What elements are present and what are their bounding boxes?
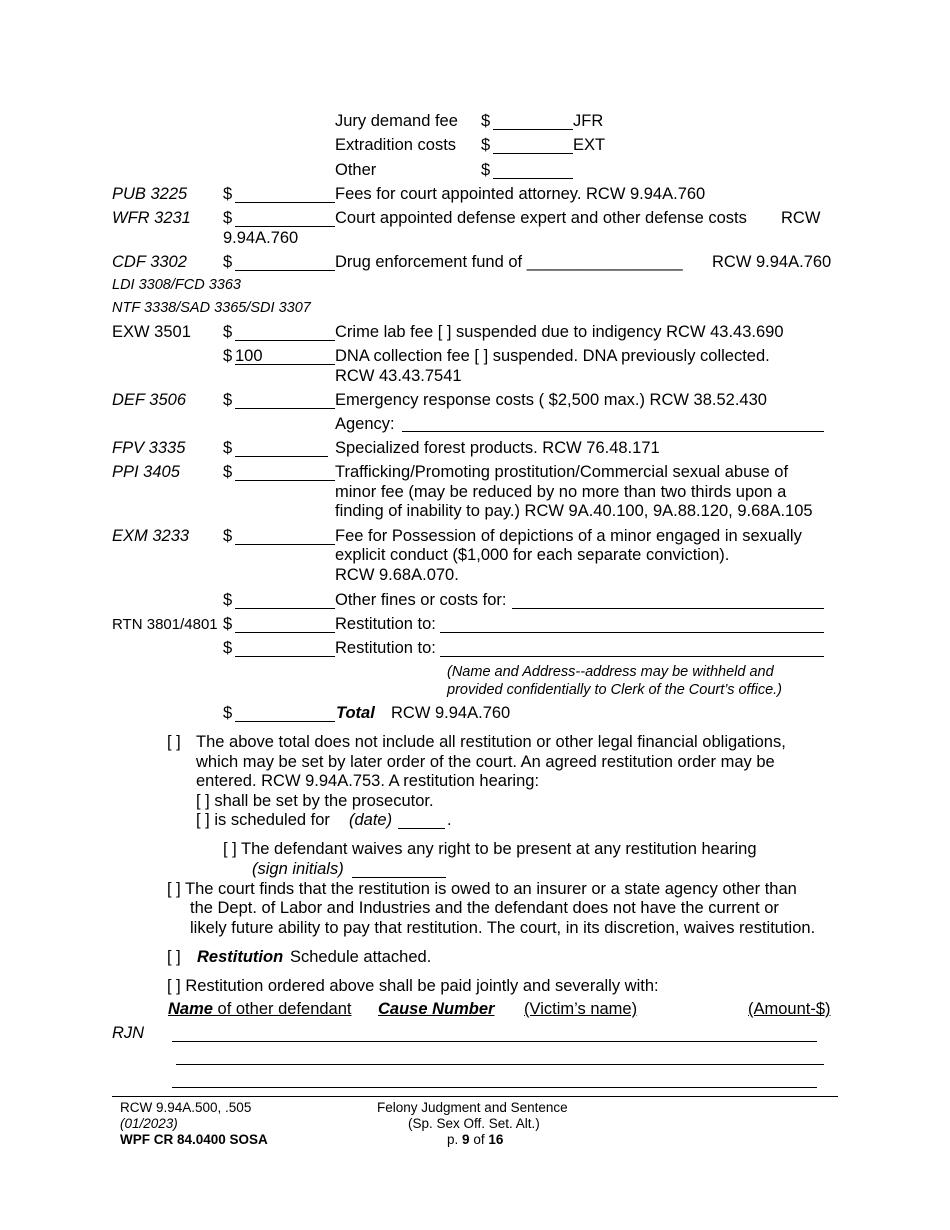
restitution-2-to-field[interactable] (440, 656, 824, 657)
clause-2-line-3: likely future ability to pay that restitution. The court, in its discretion, waives restitution. (190, 919, 816, 937)
cdf-subcodes-2: NTF 3338/SAD 3365/SDI 3307 (112, 300, 311, 316)
other-fines-amount-field[interactable] (235, 608, 335, 609)
cdf-rcw: RCW 9.94A.760 (712, 253, 832, 271)
exm-text-2: explicit conduct ($1,000 for each separate conviction). (335, 546, 730, 564)
footer-subtitle: (Sp. Sex Off. Set. Alt.) (408, 1116, 540, 1131)
clause-2-line-2: the Dept. of Labor and Industries and the defendant does not have the current or (190, 899, 779, 917)
cdf-code: CDF 3302 (112, 253, 187, 271)
footer-page-number (447, 1132, 503, 1148)
wfr-amount-field[interactable] (235, 226, 335, 227)
jury-code: JFR (573, 112, 604, 130)
other-fines-for-field[interactable] (512, 608, 824, 609)
dollar-sign: $ (481, 136, 491, 154)
fpv-amount-field[interactable] (235, 456, 328, 457)
fpv-code: FPV 3335 (112, 439, 186, 457)
total-label: Total (336, 704, 375, 722)
exw-code: EXW 3501 (112, 323, 191, 341)
cdf-subcodes-1: LDI 3308/FCD 3363 (112, 277, 241, 293)
agency-label: Agency: (335, 415, 395, 433)
exm-code: EXM 3233 (112, 527, 190, 545)
other-fines-label: Other fines or costs for: (335, 591, 507, 609)
restitution-2-label: Restitution to: (335, 639, 436, 657)
checkbox-schedule-attached[interactable]: [ ] (167, 948, 181, 966)
dollar-sign: $ (481, 112, 491, 130)
header-cause-number: Cause Number (378, 1000, 495, 1018)
ppi-text-3: finding of inability to pay.) RCW 9A.40.100, 9A.88.120, 9.68A.105 (335, 502, 813, 520)
footer-date: (01/2023) (120, 1116, 178, 1131)
checkbox-waive-restitution[interactable]: [ ] The court finds that the restitution is owed to an insurer or a state agency other than (167, 880, 797, 898)
rjn-code: RJN (112, 1024, 145, 1042)
restitution-1-to-field[interactable] (440, 632, 824, 633)
ppi-text-1: Trafficking/Promoting prostitution/Commercial sexual abuse of (335, 463, 789, 481)
checkbox-total-not-include[interactable]: [ ] (167, 733, 181, 751)
def-code: DEF 3506 (112, 391, 186, 409)
pub-code: PUB 3225 (112, 185, 188, 203)
agency-field[interactable] (402, 431, 824, 432)
page-of: of (473, 1132, 485, 1147)
period: . (447, 811, 452, 829)
dollar-sign: $ (223, 639, 233, 657)
checkbox-set-by-prosecutor[interactable]: [ ] shall be set by the prosecutor. (196, 792, 434, 810)
dollar-sign: $ (223, 527, 233, 545)
restitution-bold: Restitution (197, 948, 284, 966)
header-name-rest: of other defendant (212, 1000, 352, 1018)
exm-text-1: Fee for Possession of depictions of a minor engaged in sexually (335, 527, 802, 545)
other-fee-field[interactable] (493, 178, 573, 179)
cdf-amount-field[interactable] (235, 270, 335, 271)
restitution-1-amount-field[interactable] (235, 632, 335, 633)
page-total: 16 (488, 1132, 504, 1147)
clause-1-line-3: entered. RCW 9.94A.753. A restitution hearing: (196, 772, 540, 790)
wfr-text: Court appointed defense expert and other defense costs (335, 209, 747, 227)
exw-amount-field[interactable] (235, 340, 335, 341)
cdf-text: Drug enforcement fund of _________________ (335, 253, 683, 271)
checkbox-scheduled-for[interactable]: [ ] is scheduled for (196, 811, 330, 829)
pub-amount-field[interactable] (235, 202, 335, 203)
header-name-of-other-defendant (168, 1000, 351, 1019)
wfr-rcw-cont: 9.94A.760 (223, 229, 299, 247)
rtn-code: RTN 3801/4801 (112, 616, 218, 633)
checkbox-waives-presence[interactable]: [ ] The defendant waives any right to be present at any restitution hearing (223, 840, 757, 858)
header-amount: (Amount-$) (748, 1000, 831, 1018)
page-current: 9 (462, 1132, 470, 1147)
footer-form-number: WPF CR 84.0400 SOSA (120, 1132, 268, 1147)
extradition-fee-field[interactable] (493, 153, 573, 154)
jury-fee-field[interactable] (493, 129, 573, 130)
dollar-sign: $ (223, 391, 233, 409)
exw-text: Crime lab fee [ ] suspended due to indigency RCW 43.43.690 (335, 323, 784, 341)
clause-1-line-2: which may be set by later order of the court. An agreed restitution order may be (196, 753, 775, 771)
clause-1-line-1: The above total does not include all restitution or other legal financial obligations, (196, 733, 786, 751)
footer-divider (112, 1096, 838, 1097)
wfr-code: WFR 3231 (112, 209, 191, 227)
initials-field[interactable] (352, 877, 446, 878)
restitution-note-1: (Name and Address--address may be withheld and (447, 664, 774, 680)
dollar-sign: $ (223, 615, 233, 633)
dollar-sign: $ (223, 253, 233, 271)
date-label: (date) (349, 811, 393, 829)
sign-initials-label: (sign initials) (252, 860, 344, 878)
def-text: Emergency response costs ( $2,500 max.) RCW 38.52.430 (335, 391, 767, 409)
schedule-attached-text: Schedule attached. (290, 948, 432, 966)
dollar-sign: $ (223, 347, 233, 365)
fpv-text: Specialized forest products. RCW 76.48.171 (335, 439, 660, 457)
pub-text: Fees for court appointed attorney. RCW 9.94A.760 (335, 185, 706, 203)
joint-row-1-field[interactable] (172, 1041, 817, 1042)
footer-title: Felony Judgment and Sentence (377, 1100, 568, 1115)
footer-rcw: RCW 9.94A.500, .505 (120, 1100, 252, 1115)
dna-text: DNA collection fee [ ] suspended. DNA previously collected. (335, 347, 770, 365)
extradition-code: EXT (573, 136, 606, 154)
def-amount-field[interactable] (235, 408, 335, 409)
other-label: Other (335, 161, 377, 179)
header-victims-name: (Victim’s name) (524, 1000, 638, 1018)
header-name-bold: Name (168, 1000, 213, 1018)
dollar-sign: $ (223, 704, 233, 722)
dollar-sign: $ (223, 591, 233, 609)
dna-rcw: RCW 43.43.7541 (335, 367, 462, 385)
exm-amount-field[interactable] (235, 544, 335, 545)
jury-demand-label: Jury demand fee (335, 112, 458, 130)
dollar-sign: $ (481, 161, 491, 179)
joint-row-3-field[interactable] (172, 1087, 817, 1088)
ppi-code: PPI 3405 (112, 463, 180, 481)
total-rcw: RCW 9.94A.760 (391, 704, 511, 722)
exm-text-3: RCW 9.68A.070. (335, 566, 459, 584)
restitution-1-label: Restitution to: (335, 615, 436, 633)
joint-row-2-field[interactable] (176, 1064, 824, 1065)
dollar-sign: $ (223, 439, 233, 457)
dollar-sign: $ (223, 185, 233, 203)
dna-amount: 100 (235, 347, 263, 365)
checkbox-joint-severally[interactable]: [ ] Restitution ordered above shall be paid jointly and severally with: (167, 977, 659, 995)
total-amount-field[interactable] (235, 721, 335, 722)
page-prefix: p. (447, 1132, 459, 1147)
dollar-sign: $ (223, 209, 233, 227)
dollar-sign: $ (223, 323, 233, 341)
restitution-2-amount-field[interactable] (235, 656, 335, 657)
dollar-sign: $ (223, 463, 233, 481)
restitution-note-2: provided confidentially to Clerk of the Court’s office.) (447, 682, 783, 698)
ppi-text-2: minor fee (may be reduced by no more than two thirds upon a (335, 483, 787, 501)
hearing-date-field[interactable] (398, 828, 445, 829)
extradition-label: Extradition costs (335, 136, 457, 154)
wfr-rcw: RCW (781, 209, 821, 227)
ppi-amount-field[interactable] (235, 480, 335, 481)
